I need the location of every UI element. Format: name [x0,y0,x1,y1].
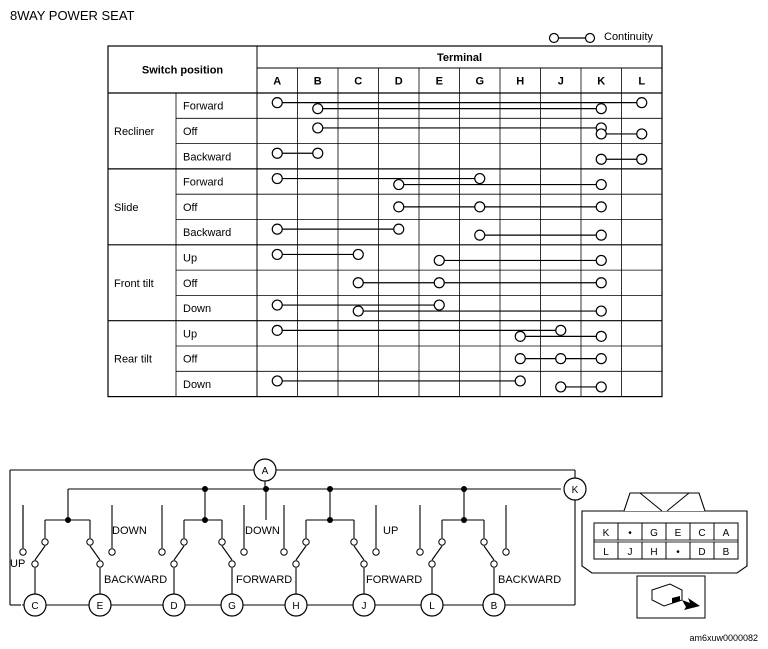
switch-contact [429,561,435,567]
document-id: am6xuw0000082 [689,633,758,643]
switch-position-label: Off [183,125,198,138]
connector-pin-label: L [603,547,609,558]
switch-contact [241,549,247,555]
switch-position-label: Forward [183,176,224,189]
circuit-wire [222,546,232,560]
terminal-label: J [361,601,367,612]
circuit-wire [484,546,494,560]
connector-pin-label: A [722,528,730,539]
switch-contact [229,561,235,567]
circuit-label: BACKWARD [498,574,562,586]
circuit-label: DOWN [112,525,147,537]
switch-position-label: Forward [183,100,224,113]
switch-contact [109,549,115,555]
switch-position-label: Up [183,252,198,265]
switch-contact [491,561,497,567]
switch-position-label: Down [183,303,212,316]
terminal-column-header: B [313,75,322,88]
connector-latch [624,493,705,511]
terminal-column-header: H [516,75,525,88]
circuit-label: UP [383,525,399,537]
terminal-column-header: K [597,75,606,88]
circuit-label: BACKWARD [104,574,168,586]
switch-position-label: Up [183,328,198,341]
switch-contact [361,561,367,567]
switch-group-label: Front tilt [114,277,154,290]
connector-pin-label: C [698,528,706,539]
terminal-column-header: E [435,75,443,88]
terminal-header: Terminal [436,52,483,64]
terminal-label: C [31,601,39,612]
circuit-wire [432,546,442,560]
terminal-label: D [170,601,178,612]
terminal-column-header: G [475,75,485,88]
terminal-label: L [429,601,435,612]
switch-group-label: Slide [114,201,139,214]
switch-contact [159,549,165,555]
switch-contact [373,549,379,555]
connector-pin-label: E [674,528,682,539]
terminal-column-header: L [638,75,646,88]
connector-pin-label: B [722,547,730,558]
circuit-label: DOWN [245,525,280,537]
terminal-column-header: C [354,75,363,88]
switch-position-label: Off [183,201,198,214]
terminal-label: B [490,601,498,612]
switch-contact [293,561,299,567]
switch-contact [503,549,509,555]
switch-contact [219,539,225,545]
switch-position-label: Off [183,277,198,290]
switch-position-label: Backward [183,227,232,240]
switch-position-header: Switch position [141,64,224,77]
switch-position-label: Off [183,353,198,366]
terminal-label: A [261,466,269,477]
connector-pin-label: H [650,547,658,558]
switch-contact [97,561,103,567]
circuit-label: FORWARD [366,574,423,586]
connector-pin-label: D [698,547,706,558]
switch-contact [20,549,26,555]
switch-contact [181,539,187,545]
switch-contact [481,539,487,545]
connector-pin-label: K [602,528,610,539]
switch-contact [42,539,48,545]
circuit-label: FORWARD [236,574,293,586]
switch-position-label: Backward [183,151,232,164]
switch-contact [417,549,423,555]
terminal-label: E [96,601,104,612]
terminal-column-header: A [273,75,282,88]
legend-label: Continuity [604,31,653,43]
switch-contact [281,549,287,555]
connector-pin-label: J [627,547,633,558]
switch-contact [87,539,93,545]
switch-contact [303,539,309,545]
switch-position-label: Down [183,378,212,391]
connector-pin-label: • [628,528,632,539]
terminal-column-header: D [394,75,403,88]
circuit-wire [90,546,100,560]
circuit-wire [174,546,184,560]
circuit-wire [354,546,364,560]
circuit-wire [35,546,45,560]
switch-contact [439,539,445,545]
switch-contact [351,539,357,545]
switch-contact [32,561,38,567]
terminal-label: H [292,601,300,612]
terminal-label: K [571,485,579,496]
switch-contact [171,561,177,567]
page-title: 8WAY POWER SEAT [10,8,135,23]
terminal-column-header: J [557,75,564,88]
connector-pin-label: G [650,528,658,539]
circuit-wire [296,546,306,560]
terminal-label: G [228,601,236,612]
circuit-label: UP [10,558,26,570]
switch-group-label: Rear tilt [114,353,152,366]
switch-group-label: Recliner [114,125,155,138]
connector-pin-label: • [676,547,680,558]
